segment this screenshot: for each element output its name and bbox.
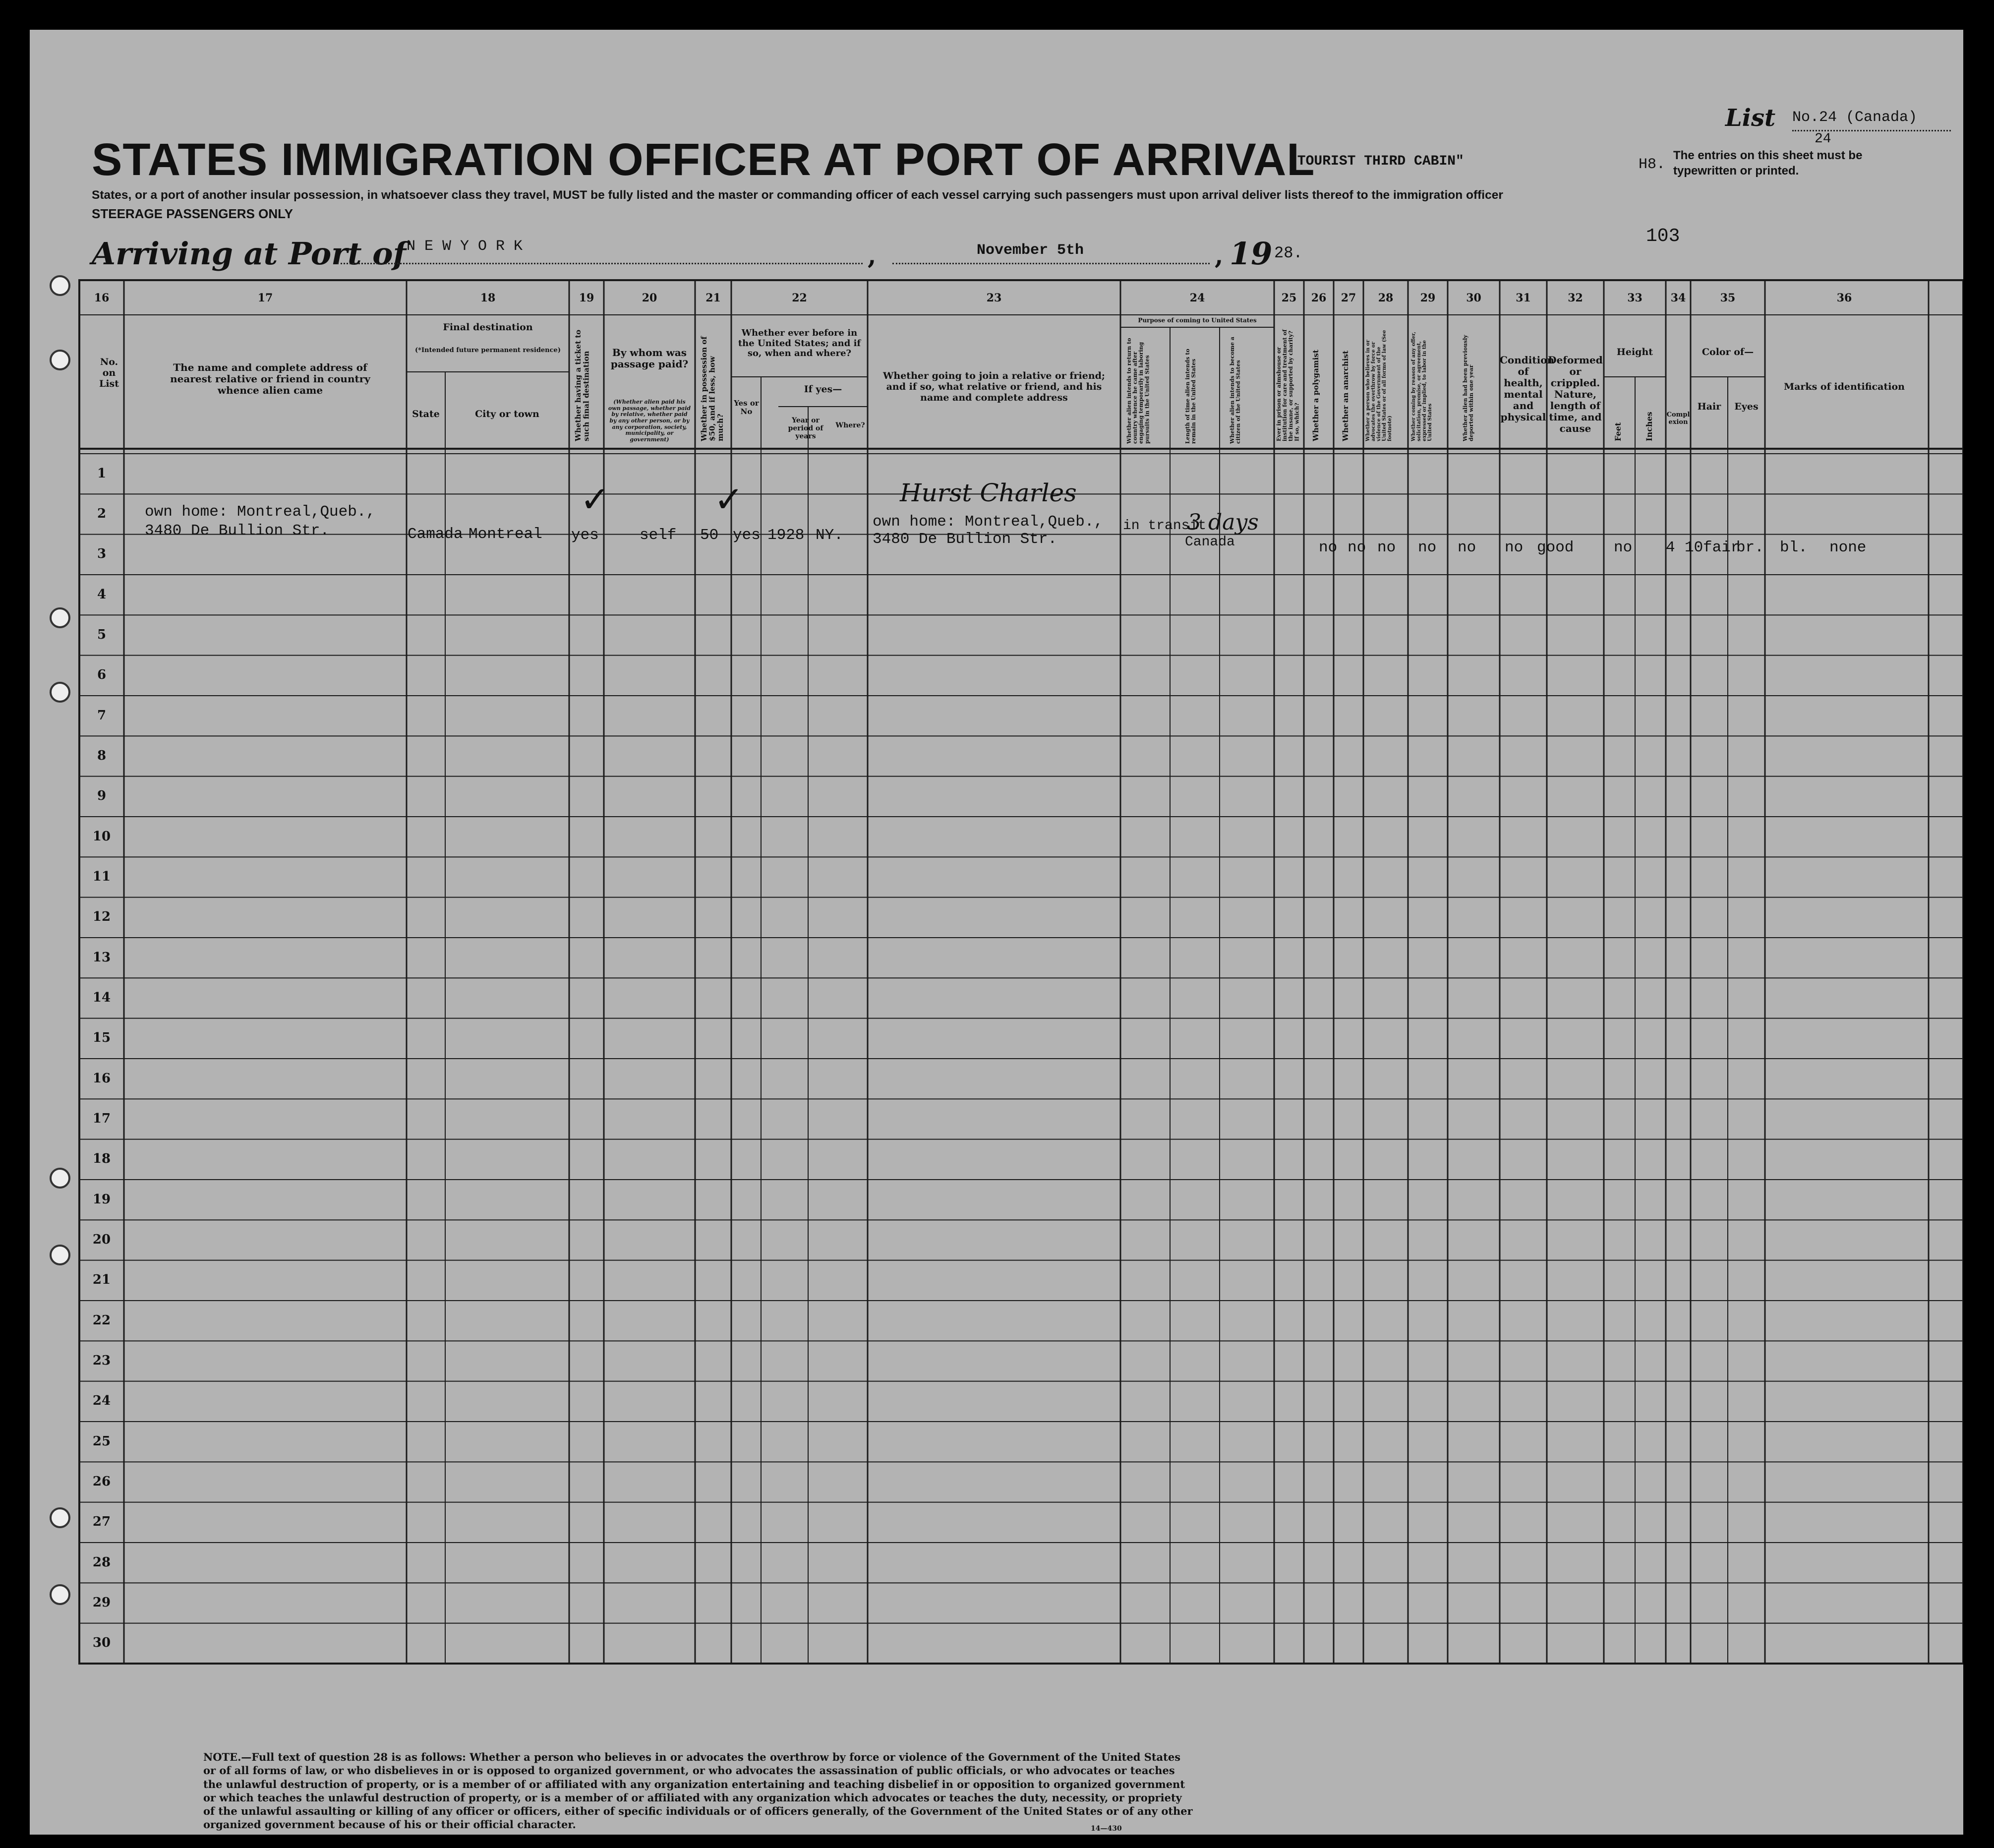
col-22-yes-no: Yes or No — [734, 399, 759, 417]
col-24b-header: Length of time alien intends to remain in the United States — [1184, 349, 1197, 444]
col-20-sub: (Whether alien paid his own passage, whether paid by relative, whether paid by any other person, or by any corporation, society, municipality, or government) — [608, 399, 691, 443]
col-26-header: Whether a polygamist — [1311, 350, 1320, 441]
col-34-num: 34 — [1670, 292, 1686, 304]
comma-2: , — [1215, 240, 1224, 270]
before-where-value: NY. — [816, 527, 843, 544]
eyes-value: bl. — [1780, 539, 1808, 556]
col-35-header: Color of— — [1701, 347, 1754, 358]
col-18-num: 18 — [480, 292, 496, 304]
before-year-value: 1928 — [767, 527, 805, 544]
col-18-sub: (*Intended future permanent residence) — [415, 347, 561, 354]
row-number: 29 — [92, 1595, 111, 1610]
row-number: 16 — [92, 1071, 111, 1086]
citizen-value: Canada — [1185, 535, 1235, 550]
row-number: 11 — [92, 869, 111, 884]
col-29-header: Whether coming by reason of any offer, solicitation, promise, or agreement, expressed or implied, to labor in the United States — [1411, 332, 1433, 441]
page-number: 103 — [1646, 226, 1680, 247]
col-21-num: 21 — [705, 292, 721, 304]
col-28-num: 28 — [1378, 292, 1394, 304]
binder-hole — [50, 1584, 70, 1605]
row-number: 19 — [92, 1192, 111, 1207]
row-number: 27 — [92, 1514, 111, 1530]
height-inches-value: 10 — [1685, 539, 1703, 556]
polygamist-value: no — [1348, 539, 1366, 556]
row-number: 25 — [92, 1433, 111, 1449]
manifest-sheet — [30, 30, 1963, 1835]
col-16-num: 16 — [94, 292, 110, 304]
col-28-header: Whether a person who believes in or advocates the overthrow by force or violence of the Government of the United States or of all forms of law (See footnote) — [1365, 330, 1393, 441]
binder-hole — [50, 682, 70, 703]
col-35-eyes: Eyes — [1734, 401, 1759, 412]
row-number: 26 — [92, 1474, 111, 1489]
col-20-num: 20 — [642, 292, 657, 304]
before-us-value: yes — [733, 527, 761, 544]
join-name-handwritten: Hurst Charles — [900, 478, 1077, 507]
port-value: N E W Y O R K — [407, 238, 523, 255]
row-number: 18 — [92, 1151, 111, 1167]
destination-city: Montreal — [469, 526, 542, 543]
row-number: 12 — [92, 909, 111, 925]
row-number: 14 — [92, 990, 111, 1005]
col-32-num: 32 — [1568, 292, 1583, 304]
year-prefix: 19 — [1230, 236, 1273, 272]
list-number-sub: 24 — [1815, 131, 1831, 147]
row-number: 20 — [92, 1232, 111, 1247]
list-number: No.24 (Canada) — [1792, 109, 1918, 126]
deported-value: no — [1505, 539, 1524, 556]
row-number: 15 — [92, 1030, 111, 1046]
arriving-label: Arriving at Port of — [92, 236, 407, 272]
length-handwritten: 3 days — [1187, 510, 1259, 535]
form-number: 14—430 — [1091, 1825, 1122, 1833]
paid-by-value: self — [640, 527, 677, 544]
col-17-header: The name and complete address of nearest relative or friend in country whence alien came — [170, 361, 370, 396]
relative-address-line1: own home: Montreal,Queb., — [145, 503, 376, 521]
row-number: 5 — [97, 627, 107, 642]
purpose-value: in transit — [1123, 518, 1207, 534]
money-checkmark: ✓ — [714, 478, 744, 520]
col-30-header: Whether alien had been previously deported within one year — [1462, 335, 1475, 441]
col-24-header: Purpose of coming to United States — [1138, 317, 1257, 324]
health-value: good — [1537, 539, 1574, 556]
col-19-header: Whether having a ticket to such final destination — [574, 329, 591, 441]
col-27-header: Whether an anarchist — [1341, 350, 1350, 441]
col-22-where: Where? — [835, 421, 865, 429]
col-24-num: 24 — [1189, 292, 1205, 304]
row-number: 10 — [92, 829, 111, 844]
join-address-line2: 3480 De Bullion Str. — [873, 531, 1057, 548]
col-36-header: Marks of identification — [1784, 381, 1905, 392]
col-35-hair: Hair — [1697, 401, 1721, 412]
row-number: 21 — [92, 1272, 111, 1288]
marks-value: none — [1829, 539, 1867, 556]
row-number: 7 — [97, 708, 107, 723]
col-22-year: Year or period of years — [788, 417, 823, 441]
binder-hole — [50, 275, 70, 296]
binder-hole — [50, 607, 70, 628]
col-25-header: Ever in prison or almshouse or institution for care and treatment of the insane, or supported by charity? If so, which? — [1276, 329, 1300, 441]
col-31-header: Condition of health, mental and physical — [1500, 354, 1555, 423]
binder-hole — [50, 1168, 70, 1189]
col-26-num: 26 — [1311, 292, 1327, 304]
row-number: 13 — [92, 950, 111, 965]
class-stamp: "TOURIST THIRD CABIN" — [1289, 154, 1464, 169]
page-title: STATES IMMIGRATION OFFICER AT PORT OF ARRIVAL — [92, 134, 1315, 185]
col-23-header: Whether going to join a relative or friend; and if so, what relative or friend, and his name and complete address — [883, 370, 1105, 403]
row-number: 24 — [92, 1393, 111, 1409]
row-number: 8 — [97, 748, 107, 763]
col-36-num: 36 — [1836, 292, 1852, 304]
offer-value: no — [1458, 539, 1476, 556]
col-22-if-yes: If yes— — [804, 384, 842, 395]
ticket-checkmark: ✓ — [580, 478, 610, 520]
col-18-city: City or town — [475, 409, 539, 419]
col-33-header: Height — [1616, 347, 1653, 358]
row-number: 3 — [97, 546, 107, 562]
list-label: List — [1725, 104, 1776, 132]
anarchist-value: no — [1377, 539, 1396, 556]
steerage-line: STEERAGE PASSENGERS ONLY — [92, 206, 293, 221]
col-33-num: 33 — [1627, 292, 1642, 304]
date-value: November 5th — [977, 242, 1084, 259]
row-number: 9 — [97, 788, 107, 804]
destination-state: Camada — [408, 526, 463, 543]
money-value: 50 — [700, 527, 719, 544]
col-29-num: 29 — [1420, 292, 1436, 304]
row-number: 17 — [92, 1111, 111, 1126]
col-18-state: State — [412, 409, 440, 419]
complexion-value: fair — [1703, 539, 1740, 556]
join-address-line1: own home: Montreal,Queb., — [873, 513, 1104, 531]
binder-hole — [50, 1507, 70, 1528]
row-number: 23 — [92, 1353, 111, 1368]
col-22-header: Whether ever before in the United States; and if so, when and where? — [738, 328, 861, 359]
row-number: 28 — [92, 1554, 111, 1570]
col-35-num: 35 — [1720, 292, 1736, 304]
entries-note: The entries on this sheet must be typewritten or printed. — [1673, 149, 1863, 178]
height-feet-value: 4 — [1666, 539, 1675, 556]
overthrow-value: no — [1418, 539, 1437, 556]
col-25-num: 25 — [1281, 292, 1297, 304]
col-23-num: 23 — [986, 292, 1002, 304]
comma-1: , — [868, 240, 877, 270]
footnote: NOTE.—Full text of question 28 is as follows: Whether a person who believes in or advocates the overthrow by force or violence of the Government of the United States or of all forms of law, or who disbelieves in or is opposed to organized government, or who advocates the assassination of public officials, or who advocates or teaches the unlawful destruction of property, or is a member of or affiliated with any organization entertaining and teaching disbelief in or opposition to organized government or which teaches the unlawful destruction of property, or is a member of or affiliated with any organization which advocates or teaches the duty, necessity, or propriety of the unlawful assaulting or killing of any officer or officers, either of specific individuals or of officers generally, of the Government of the United States or of any other organized government because of his or their official character. — [203, 1751, 1193, 1831]
col-31-num: 31 — [1516, 292, 1531, 304]
col-22-num: 22 — [792, 292, 807, 304]
col-18-header: Final destination — [443, 322, 533, 333]
col-17-num: 17 — [257, 292, 273, 304]
col-16-header: No. on List — [99, 357, 119, 389]
col-19-num: 19 — [579, 292, 594, 304]
col-20-header: By whom was passage paid? — [610, 347, 689, 370]
col-24a-header: Whether alien intends to return to country whence he came after engaging temporarily in laboring pursuits in the United States — [1126, 338, 1151, 444]
hair-value: br. — [1736, 539, 1764, 556]
binder-hole — [50, 1245, 70, 1265]
col-33-feet: Feet — [1613, 422, 1623, 441]
binder-hole — [50, 350, 70, 370]
relative-address-line2: 3480 De Bullion Str. — [145, 522, 330, 539]
row-number: 22 — [92, 1312, 111, 1328]
col-27-num: 27 — [1341, 292, 1356, 304]
row-number: 1 — [97, 466, 107, 481]
col-30-num: 30 — [1466, 292, 1481, 304]
row-number: 30 — [92, 1635, 111, 1651]
ticket-value: yes — [571, 527, 599, 544]
col-34-header: Complexion — [1666, 411, 1690, 426]
instructions-line: States, or a port of another insular possession, in whatsoever class they travel, MUST be fully listed and the master or commanding officer of each vessel carrying such passengers must upon arrival deliver lists thereof to the immigration officer — [92, 188, 1503, 202]
col-21-header: Whether in possession of $50, and if less, how much? — [700, 336, 725, 441]
col-32-header: Deformed or crippled. Nature, length of time, and cause — [1548, 354, 1603, 434]
deformed-value: no — [1614, 539, 1633, 556]
prison-value: no — [1319, 539, 1338, 556]
row-number: 6 — [97, 667, 107, 683]
col-24c-header: Whether alien intends to become a citizen of the United States — [1229, 337, 1242, 444]
year-suffix: 28. — [1274, 244, 1303, 262]
form-code: H8. — [1639, 156, 1666, 173]
row-number: 2 — [97, 506, 107, 521]
row-number: 4 — [97, 587, 107, 602]
col-33-inches: Inches — [1644, 412, 1654, 441]
